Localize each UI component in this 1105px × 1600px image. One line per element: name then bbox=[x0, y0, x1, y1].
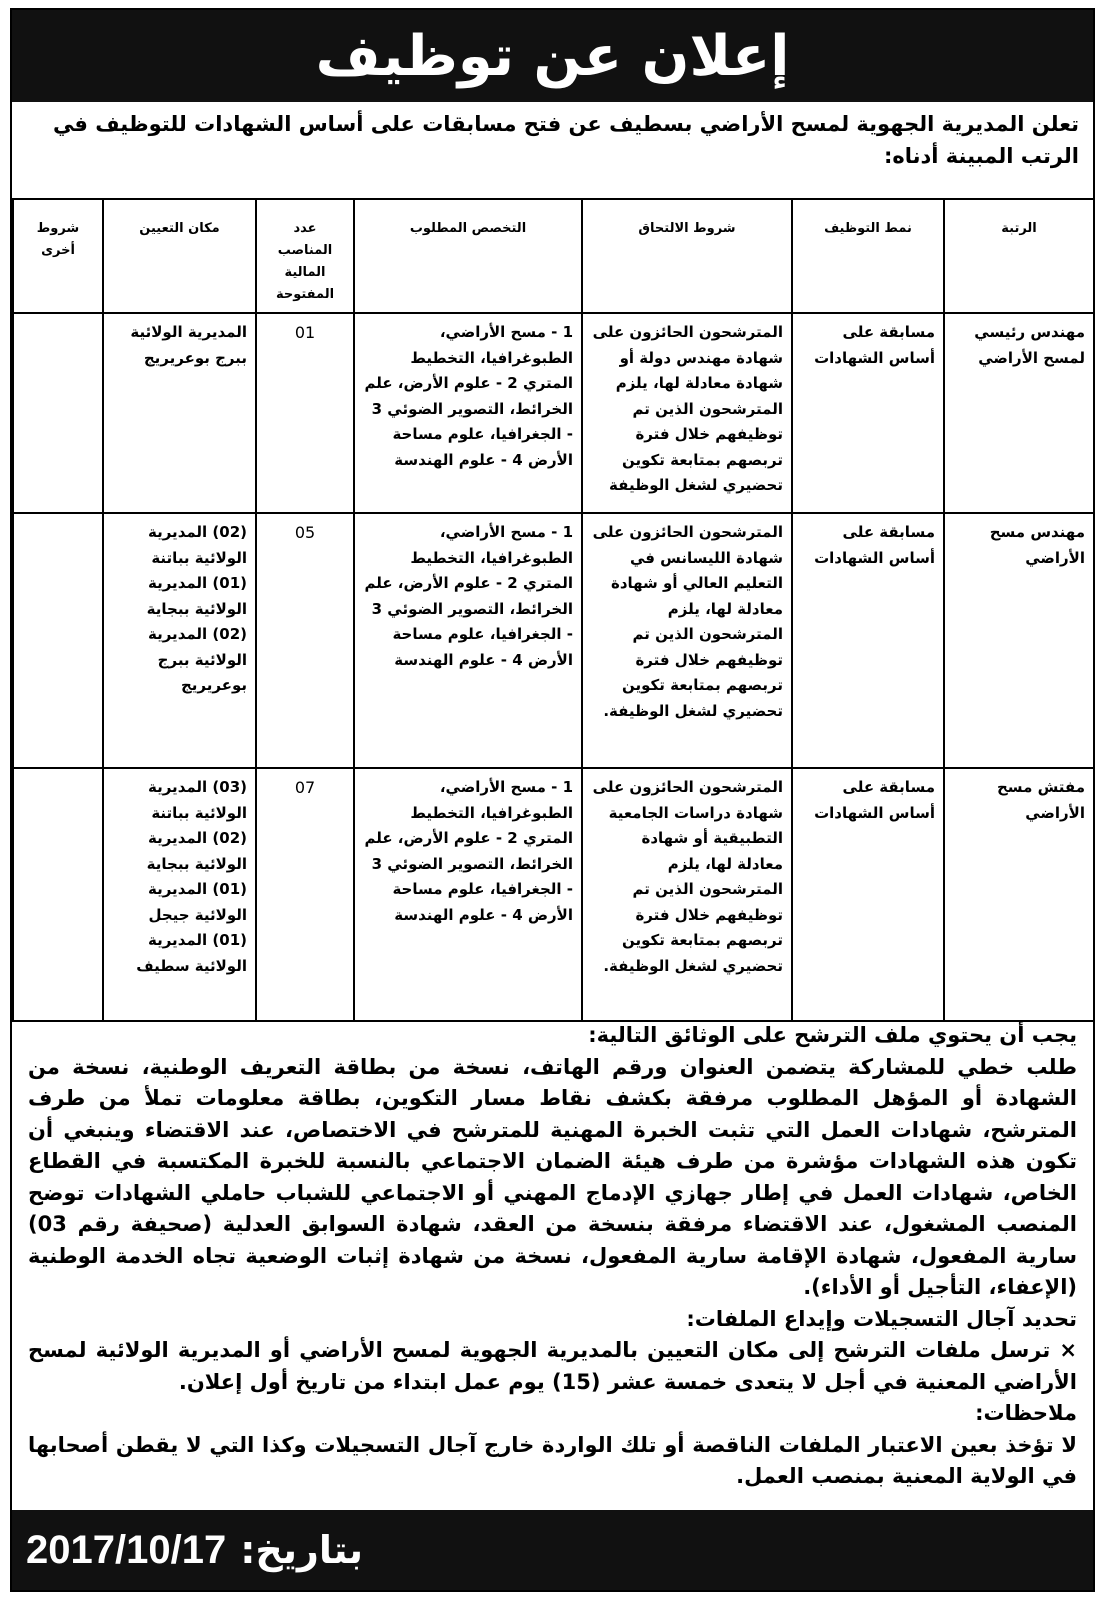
cell-conditions: المترشحون الحائزون على شهادة دراسات الجامعية التطبيقية أو شهادة معادلة لها، يلزم المترشحون الذين تم توظيفهم خلال فترة تربصهم بمتابعة تكوين تحضيري لشغل الوظيفة. bbox=[582, 768, 792, 1021]
header-specialty: التخصص المطلوب bbox=[354, 199, 582, 313]
cell-mode: مسابقة على أساس الشهادات bbox=[792, 768, 944, 1021]
cell-location: (03) المديرية الولائية بباتنة (02) المديرية الولائية ببجاية (01) المديرية الولائية جيجل (01) المديرية الولائية سطيف bbox=[103, 768, 256, 1021]
announcement-title: إعلان عن توظيف bbox=[12, 10, 1093, 102]
deadline-heading: تحديد آجال التسجيلات وإيداع الملفات: bbox=[686, 1306, 1077, 1331]
table-row bbox=[13, 313, 1094, 513]
documents-body: طلب خطي للمشاركة يتضمن العنوان ورقم الهاتف، نسخة من بطاقة التعريف الوطنية، نسخة من الشهادة أو المؤهل المطلوب مرفقة بكشف نقاط مسار التكوين، بطاقة معلومات تملأ من طرف المترشح، شهادات العمل التي تثبت الخبرة المهنية للمترشح في الاختصاص، عند الاقتضاء وينبغي أن تكون هذه الشهادات مؤشرة من طرف هيئة الضمان الاجتماعي بالنسبة للخبرة المكتسبة في القطاع الخاص، شهادات العمل في إطار جهازي الإدماج المهني أو الاجتماعي للشباب حاملي الشهادات توضح المنصب المشغول، عند الاقتضاء مرفقة بنسخة من العقد، شهادة السوابق العدلية (صحيفة رقم 03) سارية المفعول، شهادة الإقامة سارية المفعول، نسخة من شهادة إثبات الوضعية تجاه الخدمة الوطنية (الإعفاء، التأجيل أو الأداء). bbox=[28, 1054, 1077, 1299]
table-row bbox=[13, 768, 1094, 1021]
cell-other bbox=[13, 768, 103, 1021]
header-location: مكان التعيين bbox=[103, 199, 256, 313]
date-label: بتاريخ: bbox=[240, 1528, 363, 1572]
cell-specialty: 1 - مسح الأراضي، الطبوغرافيا، التخطيط المتري 2 - علوم الأرض، علم الخرائط، التصوير الضوئي 3 - الجغرافيا، علوم مساحة الأرض 4 - علوم الهندسة bbox=[354, 768, 582, 1021]
cell-positions: 05 bbox=[256, 513, 354, 768]
cell-positions: 01 bbox=[256, 313, 354, 513]
requirements-section bbox=[12, 1020, 1093, 1493]
cell-other bbox=[13, 513, 103, 768]
date-bar bbox=[12, 1510, 1093, 1590]
documents-heading: يجب أن يحتوي ملف الترشح على الوثائق التالية: bbox=[588, 1023, 1077, 1047]
header-mode: نمط التوظيف bbox=[792, 199, 944, 313]
notes-body: لا تؤخذ بعين الاعتبار الملفات الناقصة أو تلك الواردة خارج آجال التسجيلات وكذا التي لا يقطن أصحابها في الولاية المعنية بمنصب العمل. bbox=[28, 1432, 1077, 1488]
cell-other bbox=[13, 313, 103, 513]
table-header-row bbox=[13, 199, 1094, 313]
cell-rank: مهندس مسح الأراضي bbox=[944, 513, 1094, 768]
intro-paragraph: تعلن المديرية الجهوية لمسح الأراضي بسطيف عن فتح مسابقات على أساس الشهادات للتوظيف في الرتب المبينة أدناه: bbox=[52, 112, 1079, 168]
cell-conditions: المترشحون الحائزون على شهادة الليسانس في التعليم العالي أو شهادة معادلة لها، يلزم المترشحون الذين تم توظيفهم خلال فترة تربصهم بمتابعة تكوين تحضيري لشغل الوظيفة. bbox=[582, 513, 792, 768]
header-conditions: شروط الالتحاق bbox=[582, 199, 792, 313]
cell-mode: مسابقة على أساس الشهادات bbox=[792, 313, 944, 513]
cell-specialty: 1 - مسح الأراضي، الطبوغرافيا، التخطيط المتري 2 - علوم الأرض، علم الخرائط، التصوير الضوئي 3 - الجغرافيا، علوم مساحة الأرض 4 - علوم الهندسة bbox=[354, 313, 582, 513]
cell-specialty: 1 - مسح الأراضي، الطبوغرافيا، التخطيط المتري 2 - علوم الأرض، علم الخرائط، التصوير الضوئي 3 - الجغرافيا، علوم مساحة الأرض 4 - علوم الهندسة bbox=[354, 513, 582, 768]
header-rank: الرتبة bbox=[944, 199, 1094, 313]
notes-heading: ملاحظات: bbox=[975, 1401, 1077, 1425]
cell-rank: مفتش مسح الأراضي bbox=[944, 768, 1094, 1021]
table-row bbox=[13, 513, 1094, 768]
positions-table bbox=[12, 198, 1095, 1022]
cell-positions: 07 bbox=[256, 768, 354, 1021]
cell-location: المديرية الولائية ببرج بوعريريج bbox=[103, 313, 256, 513]
header-positions: عدد المناصب المالية المفتوحة bbox=[256, 199, 354, 313]
deadline-body: × ترسل ملفات الترشح إلى مكان التعيين بالمديرية الجهوية لمسح الأراضي أو المديرية الولائية لمسح الأراضي المعنية في أجل لا يتعدى خمسة عشر (15) يوم عمل ابتداء من تاريخ أول إعلان. bbox=[28, 1338, 1077, 1394]
cell-conditions: المترشحون الحائزون على شهادة مهندس دولة أو شهادة معادلة لها، يلزم المترشحون الذين تم توظيفهم خلال فترة تربصهم بمتابعة تكوين تحضيري لشغل الوظيفة bbox=[582, 313, 792, 513]
cell-rank: مهندس رئيسي لمسح الأراضي bbox=[944, 313, 1094, 513]
header-other: شروط أخرى bbox=[13, 199, 103, 313]
cell-location: (02) المديرية الولائية بباتنة (01) المديرية الولائية ببجاية (02) المديرية الولائية ببرج بوعريريج bbox=[103, 513, 256, 768]
announcement-page bbox=[10, 8, 1095, 1592]
date-value: 2017/10/17 bbox=[26, 1527, 227, 1572]
cell-mode: مسابقة على أساس الشهادات bbox=[792, 513, 944, 768]
